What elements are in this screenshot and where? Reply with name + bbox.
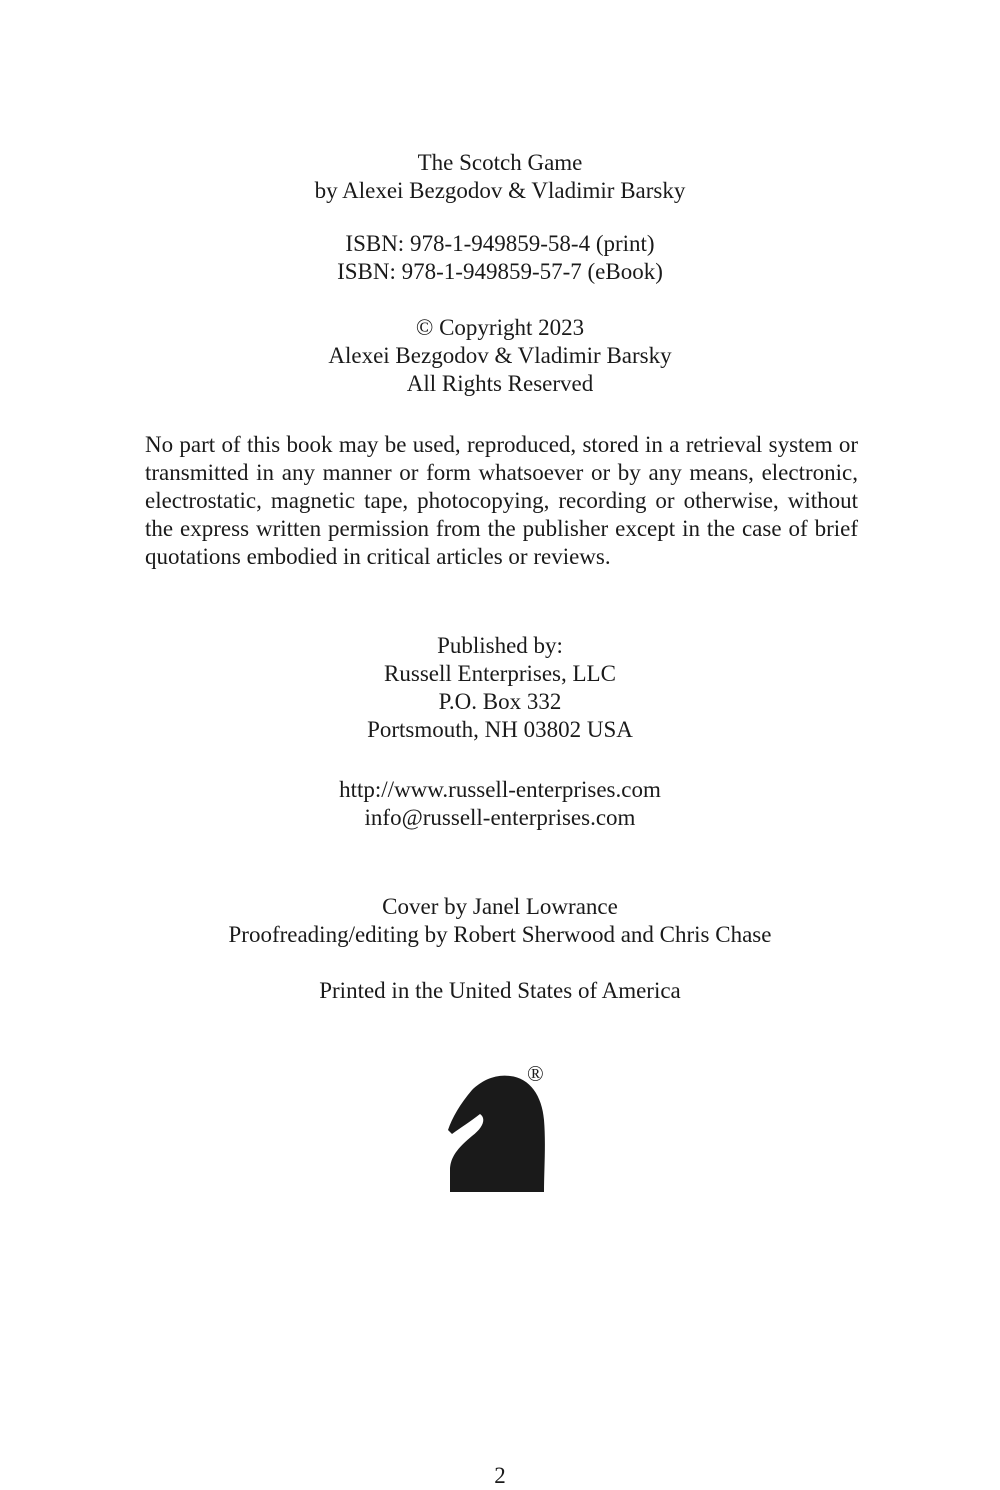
publisher-city: Portsmouth, NH 03802 USA: [367, 717, 633, 742]
legal-notice: No part of this book may be used, reproduced, stored in a retrieval system or transmitted in any manner or form whatsoever or by any means, electronic, electrostatic, magnetic tape, photocopying, recording or otherwise, without the express written permission from the publisher except in the case of brief quotations embodied in critical articles or reviews.: [145, 432, 858, 569]
title-block: [0, 149, 1000, 205]
copyright-holders: Alexei Bezgodov & Vladimir Barsky: [328, 343, 672, 368]
printed-in-block: [0, 977, 1000, 1005]
publisher-email: info@russell-enterprises.com: [364, 805, 636, 830]
registered-mark: ®: [527, 1061, 544, 1086]
rights-reserved: All Rights Reserved: [406, 371, 594, 396]
copyright-block: [0, 314, 1000, 398]
cover-credit: Cover by Janel Lowrance: [382, 894, 618, 919]
contact-block: [0, 776, 1000, 832]
publisher-name: Russell Enterprises, LLC: [384, 661, 616, 686]
publisher-po-box: P.O. Box 332: [438, 689, 562, 714]
book-title: The Scotch Game: [417, 150, 583, 175]
publisher-logo: [440, 1060, 560, 1200]
editing-credit: Proofreading/editing by Robert Sherwood and Chris Chase: [228, 922, 772, 947]
isbn-print: ISBN: 978-1-949859-58-4 (print): [345, 231, 655, 256]
credits-block: [0, 893, 1000, 949]
publisher-block: [0, 632, 1000, 744]
page-number: 2: [494, 1463, 506, 1488]
copyright-line: © Copyright 2023: [415, 315, 585, 340]
isbn-ebook: ISBN: 978-1-949859-57-7 (eBook): [337, 259, 663, 284]
printed-in: Printed in the United States of America: [319, 978, 681, 1003]
isbn-block: [0, 230, 1000, 286]
published-by-label: Published by:: [437, 633, 563, 658]
book-byline: by Alexei Bezgodov & Vladimir Barsky: [314, 178, 686, 203]
publisher-website: http://www.russell-enterprises.com: [339, 777, 661, 802]
